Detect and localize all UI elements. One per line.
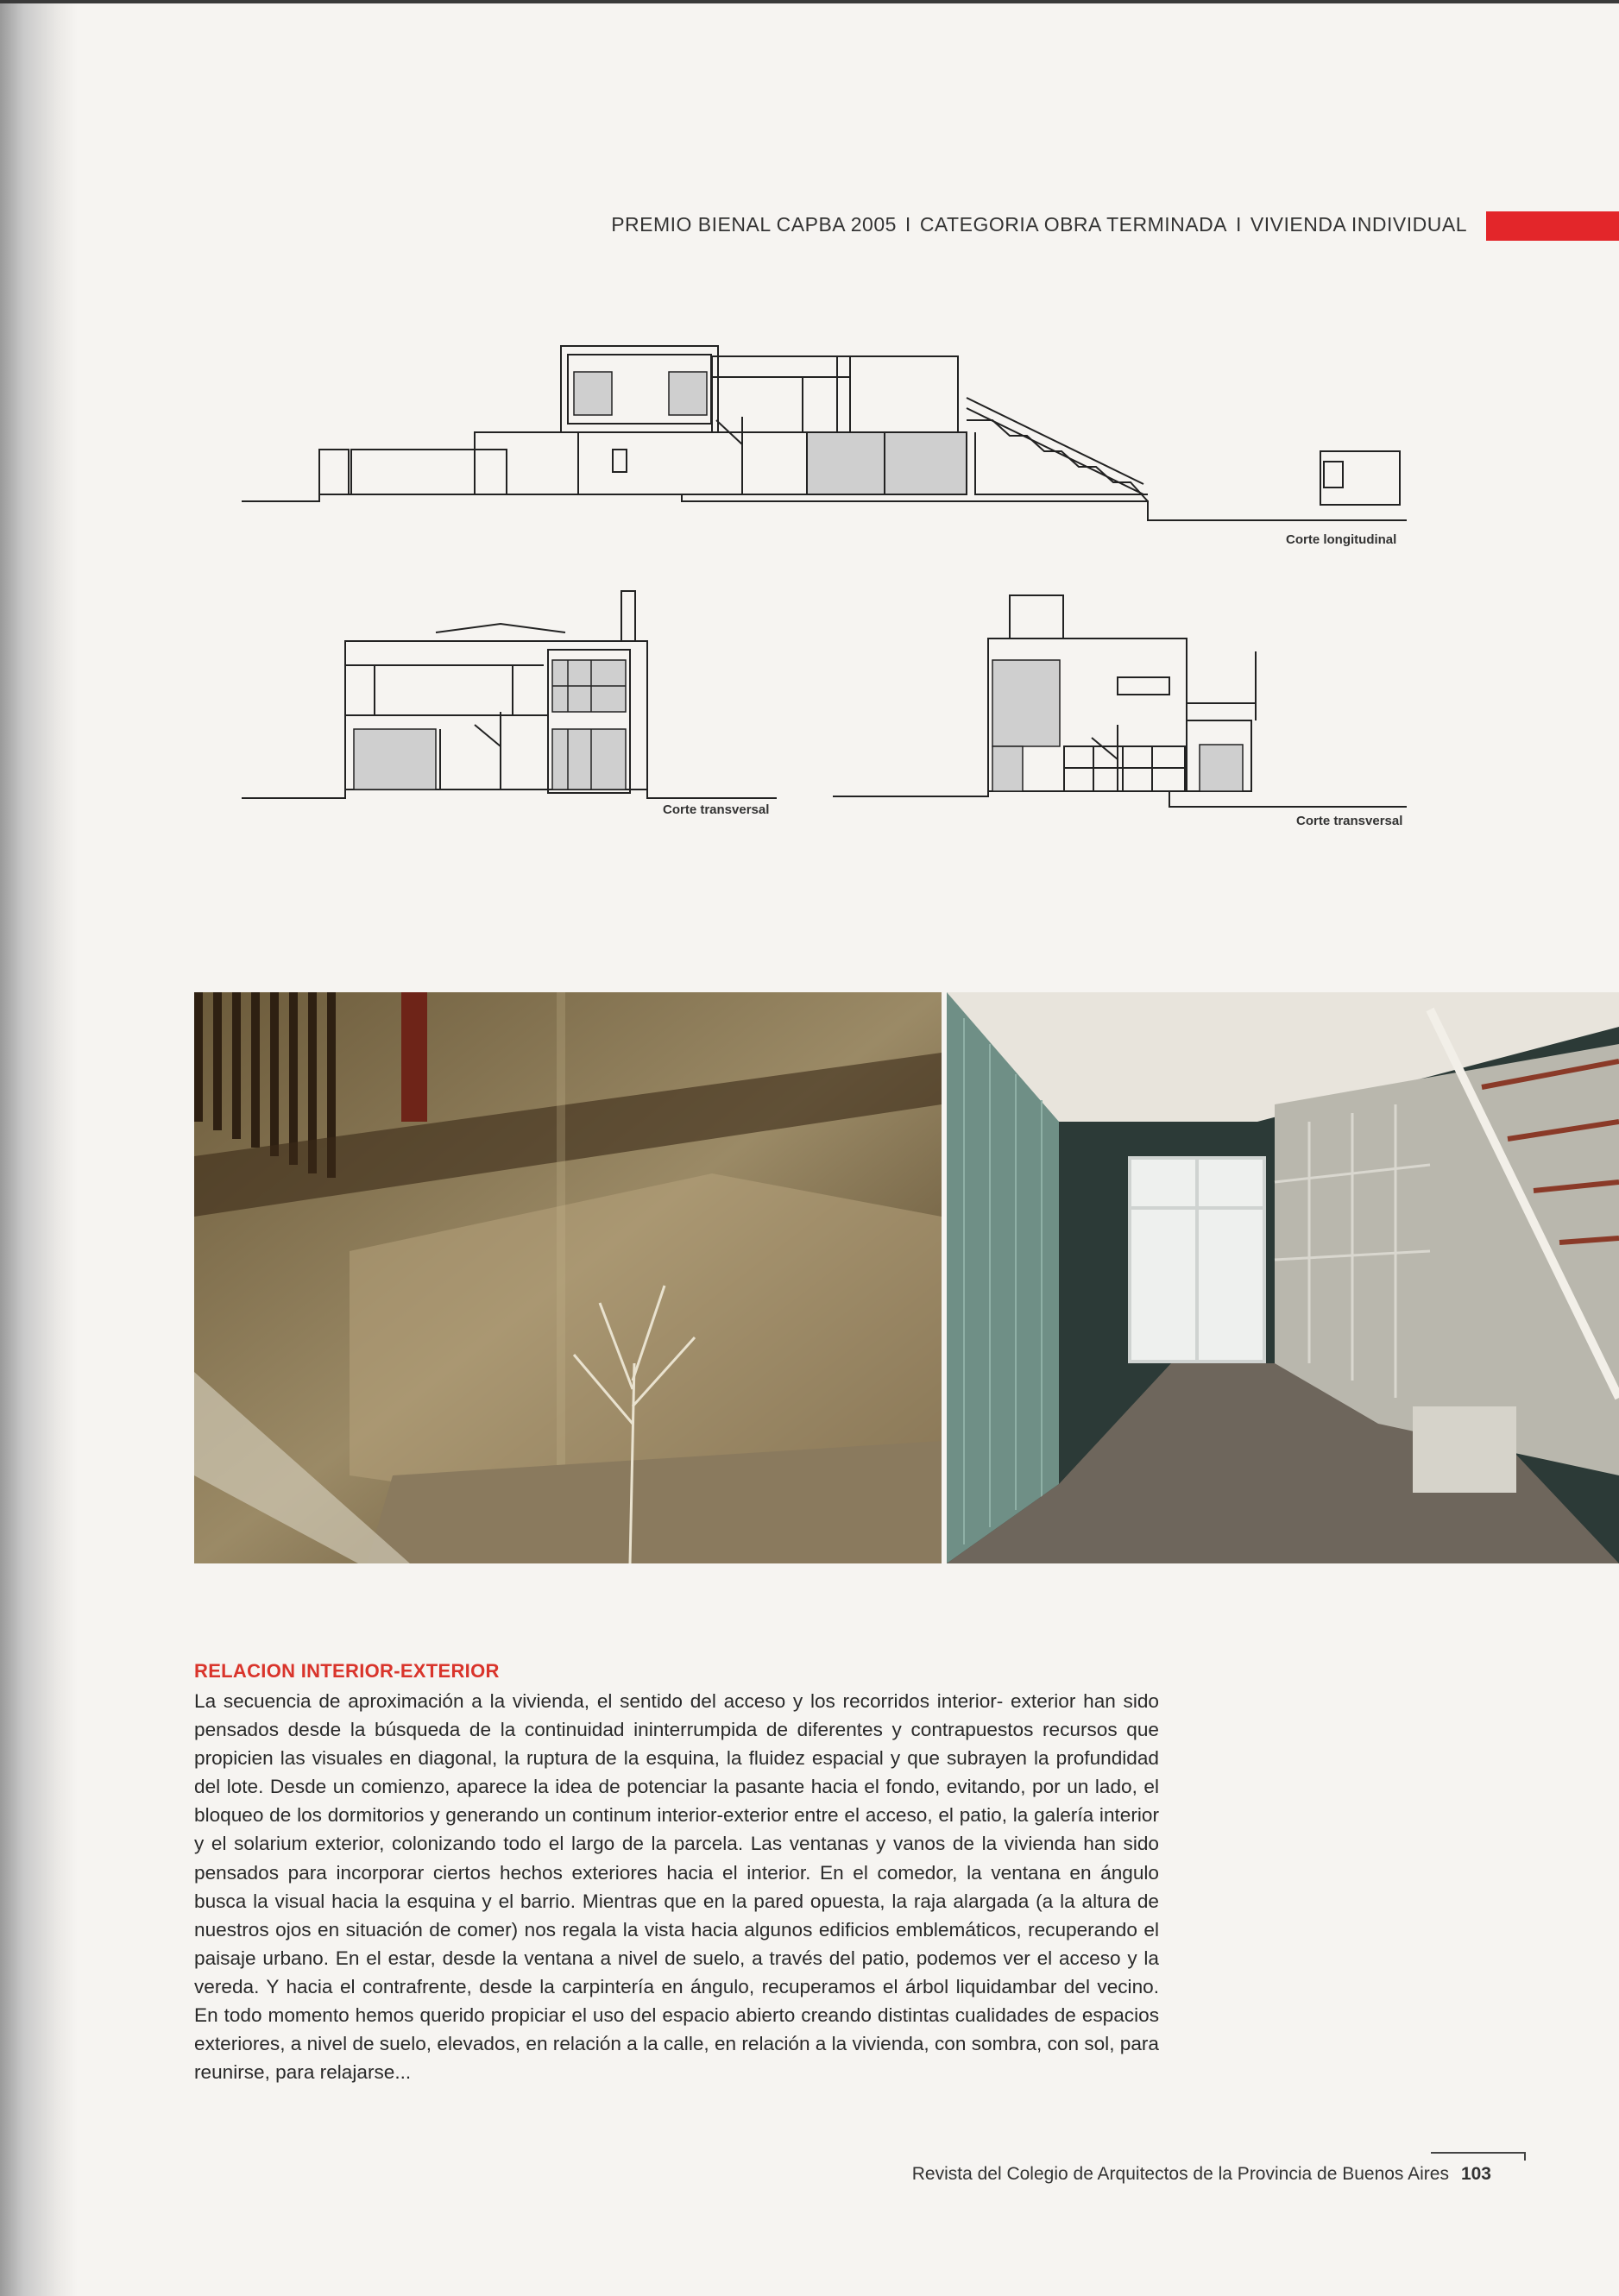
article-body: La secuencia de aproximación a la vivienda, el sentido del acceso y los recorridos interior- exterior han sido pensados desde la búsqueda de la continuidad ininterrumpida de diferentes y contrapuestos recursos que propicien las visuales en diagonal, la ruptura de la esquina, la fluidez espacial y que subrayen la profundidad del lote. Desde un comienzo, aparece la idea de potenciar la pasante hacia el fondo, evitando, por un lado, el bloqueo de los dormitorios y generando un continum interior-exterior entre el acceso, el patio, la galería interior y el solarium exterior, colonizando todo el largo de la parcela. Las ventanas y vanos de la vivienda han sido pensados para incorporar ciertos hechos exteriores hacia el interior. En el comedor, la ventana en ángulo busca la visual hacia la esquina y el barrio. Mientras que en la pared opuesta, la raja alargada (a la altura de nuestros ojos en situación de comer) nos regala la vista hacia algunos edificios emblemáticos, recuperando el paisaje urbano. En el estar, desde la ventana a nivel de suelo, a través del patio, podemos ver el acceso y la vereda. Y hacia el contrafrente, desde la carpintería en ángulo, recuperamos el árbol liquidambar del vecino. En todo momento hemos querido propiciar el uso del espacio abierto creando distintas cualidades de espacios exteriores, a nivel de suelo, elevados, en relación a la calle, en relación a la vivienda, con sombra, con sol, para reunirse, para relajarse... [194,1690,1159,2084]
page-gutter-shadow [0,0,78,2296]
interior-courtyard-photo [194,992,942,1563]
footer-rule [1431,2152,1526,2154]
article-title: RELACION INTERIOR-EXTERIOR [194,1660,500,1682]
transversal-section-drawing-2 [833,591,1428,815]
header-separator: I [904,213,911,236]
section-header [611,213,1467,236]
page-footer [912,2164,1491,2185]
header-separator: I [1236,213,1242,236]
header-item-category: CATEGORIA OBRA TERMINADA [919,213,1228,236]
top-border [0,0,1619,3]
page-number: 103 [1460,2164,1491,2184]
publication-name: Revista del Colegio de Arquitectos de la Provincia de Buenos Aires [911,2164,1449,2184]
longitudinal-section-drawing [233,341,1424,531]
header-item-award: PREMIO BIENAL CAPBA 2005 [611,213,897,236]
transversal-section-drawing-1 [242,582,794,807]
footer-rule-tick [1524,2152,1526,2161]
caption-longitudinal: Corte longitudinal [1286,532,1397,547]
interior-gallery-photo [947,992,1619,1563]
header-accent-bar [1486,211,1619,241]
caption-transversal-2: Corte transversal [1296,814,1403,828]
header-item-type: VIVIENDA INDIVIDUAL [1250,213,1467,236]
caption-transversal-1: Corte transversal [663,802,770,817]
